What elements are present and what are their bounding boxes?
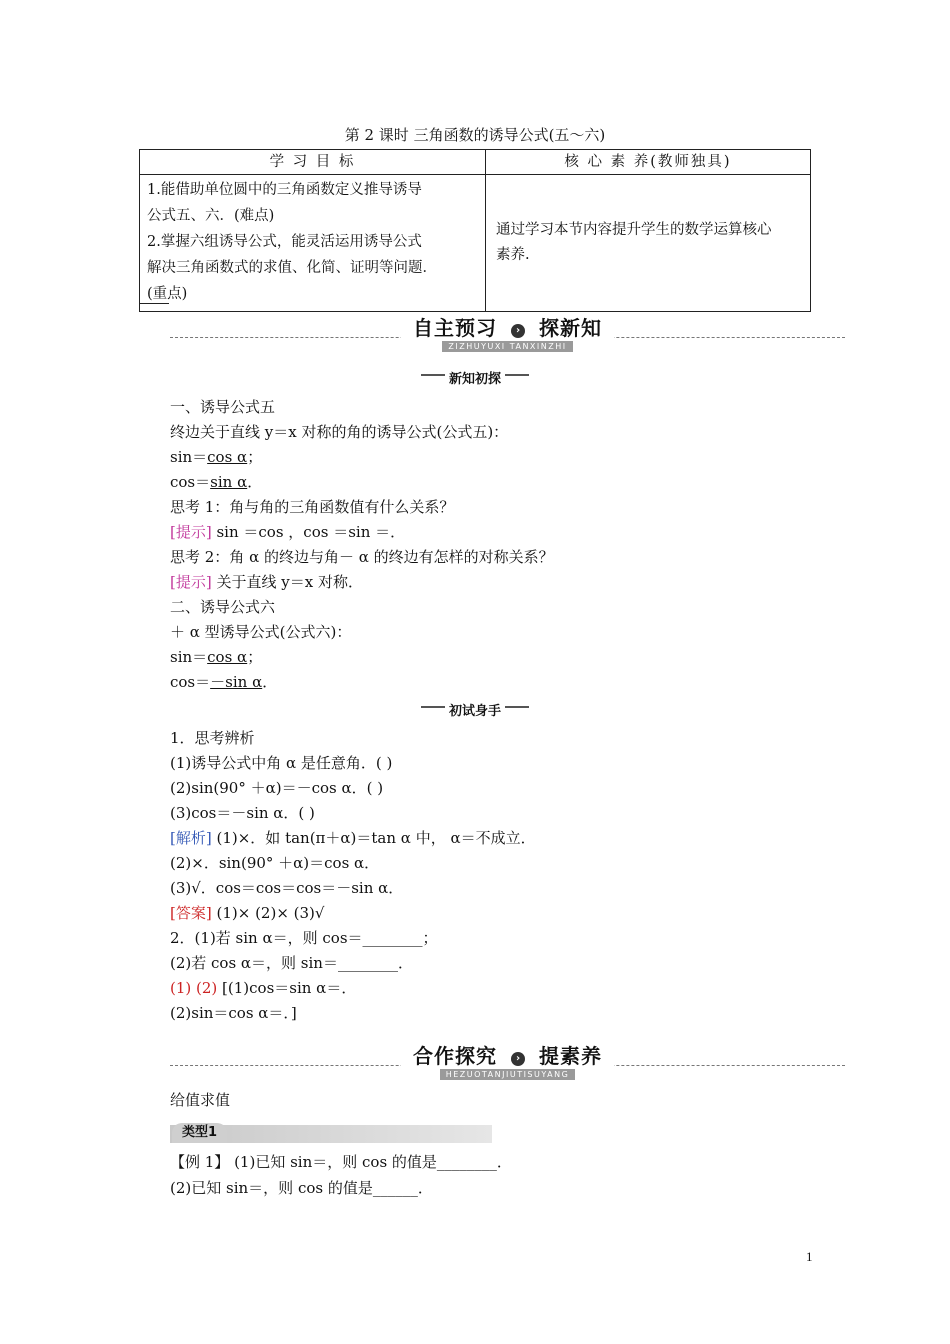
hint-line	[170, 572, 363, 592]
section-heading: 二、诱导公式六	[170, 598, 276, 616]
punct: ；	[247, 648, 263, 666]
question-item: (3)cos＝－sin α．( )	[170, 804, 315, 822]
hint-line	[170, 522, 405, 542]
punct: ．	[247, 473, 263, 491]
banner-title: 合作探究	[407, 1044, 503, 1068]
literacy-line: 通过学习本节内容提升学生的数学运算核心	[496, 222, 772, 238]
formula-left: sin＝	[170, 448, 208, 466]
solution-line	[170, 978, 356, 998]
punct: ；	[247, 448, 263, 466]
fill-answer: sin α	[210, 473, 248, 491]
question-item: (2)若 cos α＝，则 sin＝________．	[170, 954, 413, 972]
punct: ．	[262, 673, 278, 691]
think-question: 思考 2：角 α 的终边与角－ α 的终边有怎样的对称关系？	[170, 548, 554, 566]
banner-subtitle: 提素养	[533, 1044, 608, 1068]
literacy-line: 素养.	[496, 247, 530, 263]
topic-heading: 给值求值	[170, 1091, 231, 1109]
section-banner-preview	[170, 312, 845, 352]
hint-text: sin ＝cos ，cos ＝sin ＝．	[211, 523, 406, 541]
formula-line	[170, 472, 262, 492]
think-question: 思考 1：角与角的三角函数值有什么关系？	[170, 498, 455, 516]
literacy-cell	[486, 175, 811, 312]
tag-label: 新知初探	[445, 372, 505, 387]
analysis-line: (3)√．cos＝cos＝cos＝－sin α．	[170, 879, 404, 897]
analysis-label: [解析]	[170, 829, 212, 847]
formula-line	[170, 447, 262, 467]
lesson-title: 第 2 课时 三角函数的诱导公式(五～六)	[344, 126, 606, 144]
tag-new-knowledge	[0, 368, 950, 388]
arrow-circle-icon: ›	[511, 1052, 525, 1066]
arrow-circle-icon: ›	[511, 324, 525, 338]
answer-label: [答案]	[170, 904, 212, 922]
literacy-header: 核 心 素 养(教师独具)	[486, 150, 811, 175]
hint-label: [提示]	[170, 523, 212, 541]
hint-label: [提示]	[170, 573, 212, 591]
type-label: 类型1	[172, 1123, 227, 1143]
banner-title: 自主预习	[407, 316, 503, 340]
answer-text: (1)× (2)× (3)√	[211, 904, 325, 922]
type-bar	[170, 1125, 492, 1143]
table-corner-mark	[139, 303, 169, 304]
goals-table	[139, 149, 811, 312]
example-line: (2)已知 sin＝，则 cos 的值是______．	[170, 1179, 433, 1197]
goal-line: 解决三角函数式的求值、化简、证明等问题．	[147, 260, 437, 276]
goal-line: (重点)	[147, 286, 188, 302]
analysis-line: (2)×．sin(90° ＋α)＝cos α．	[170, 854, 380, 872]
fill-answer: －sin α	[210, 673, 263, 691]
tag-label: 初试身手	[445, 704, 505, 719]
banner-pinyin: HEZUOTANJIUTISUYANG	[440, 1069, 576, 1080]
text-line: ＋ α 型诱导公式(公式六)：	[170, 623, 352, 641]
goal-line: 1.能借助单位圆中的三角函数定义推导诱导	[147, 182, 422, 198]
formula-left: cos＝	[170, 673, 211, 691]
text-line: 终边关于直线 y＝x 对称的角的诱导公式(公式五)：	[170, 423, 509, 441]
answer-line	[170, 903, 324, 923]
banner-subtitle: 探新知	[533, 316, 608, 340]
analysis-text: (1)×．如 tan(π＋α)＝tan α 中， α＝不成立．	[211, 829, 536, 847]
formula-left: cos＝	[170, 473, 211, 491]
formula-line	[170, 647, 262, 667]
banner-pinyin: ZIZHUYUXI TANXINZHI	[442, 341, 572, 352]
fill-answer: cos α	[207, 648, 248, 666]
solution-text: [(1)cos＝sin α＝．	[217, 979, 357, 997]
page-number: 1	[806, 1249, 813, 1264]
hint-text: 关于直线 y＝x 对称．	[211, 573, 363, 591]
tag-first-try	[0, 700, 950, 720]
goal-line: 2.掌握六组诱导公式，能灵活运用诱导公式	[147, 234, 422, 250]
formula-line	[170, 672, 277, 692]
section-heading: 一、诱导公式五	[170, 398, 276, 416]
example-line: 【例 1】 (1)已知 sin＝，则 cos 的值是________．	[170, 1153, 512, 1171]
analysis-line	[170, 828, 536, 848]
goal-line: 公式五、六．(难点)	[147, 208, 275, 224]
question: 1．思考辨析	[170, 729, 255, 747]
goals-header: 学 习 目 标	[140, 150, 486, 175]
answer-label: (1) (2)	[170, 979, 218, 997]
section-banner-explore	[170, 1040, 845, 1080]
solution-line: (2)sin＝cos α＝．]	[170, 1004, 297, 1022]
formula-left: sin＝	[170, 648, 208, 666]
question-item: (2)sin(90° ＋α)＝－cos α．( )	[170, 779, 384, 797]
question: 2．(1)若 sin α＝，则 cos＝________；	[170, 929, 438, 947]
goals-cell	[140, 175, 486, 312]
fill-answer: cos α	[207, 448, 248, 466]
question-item: (1)诱导公式中角 α 是任意角．( )	[170, 754, 393, 772]
